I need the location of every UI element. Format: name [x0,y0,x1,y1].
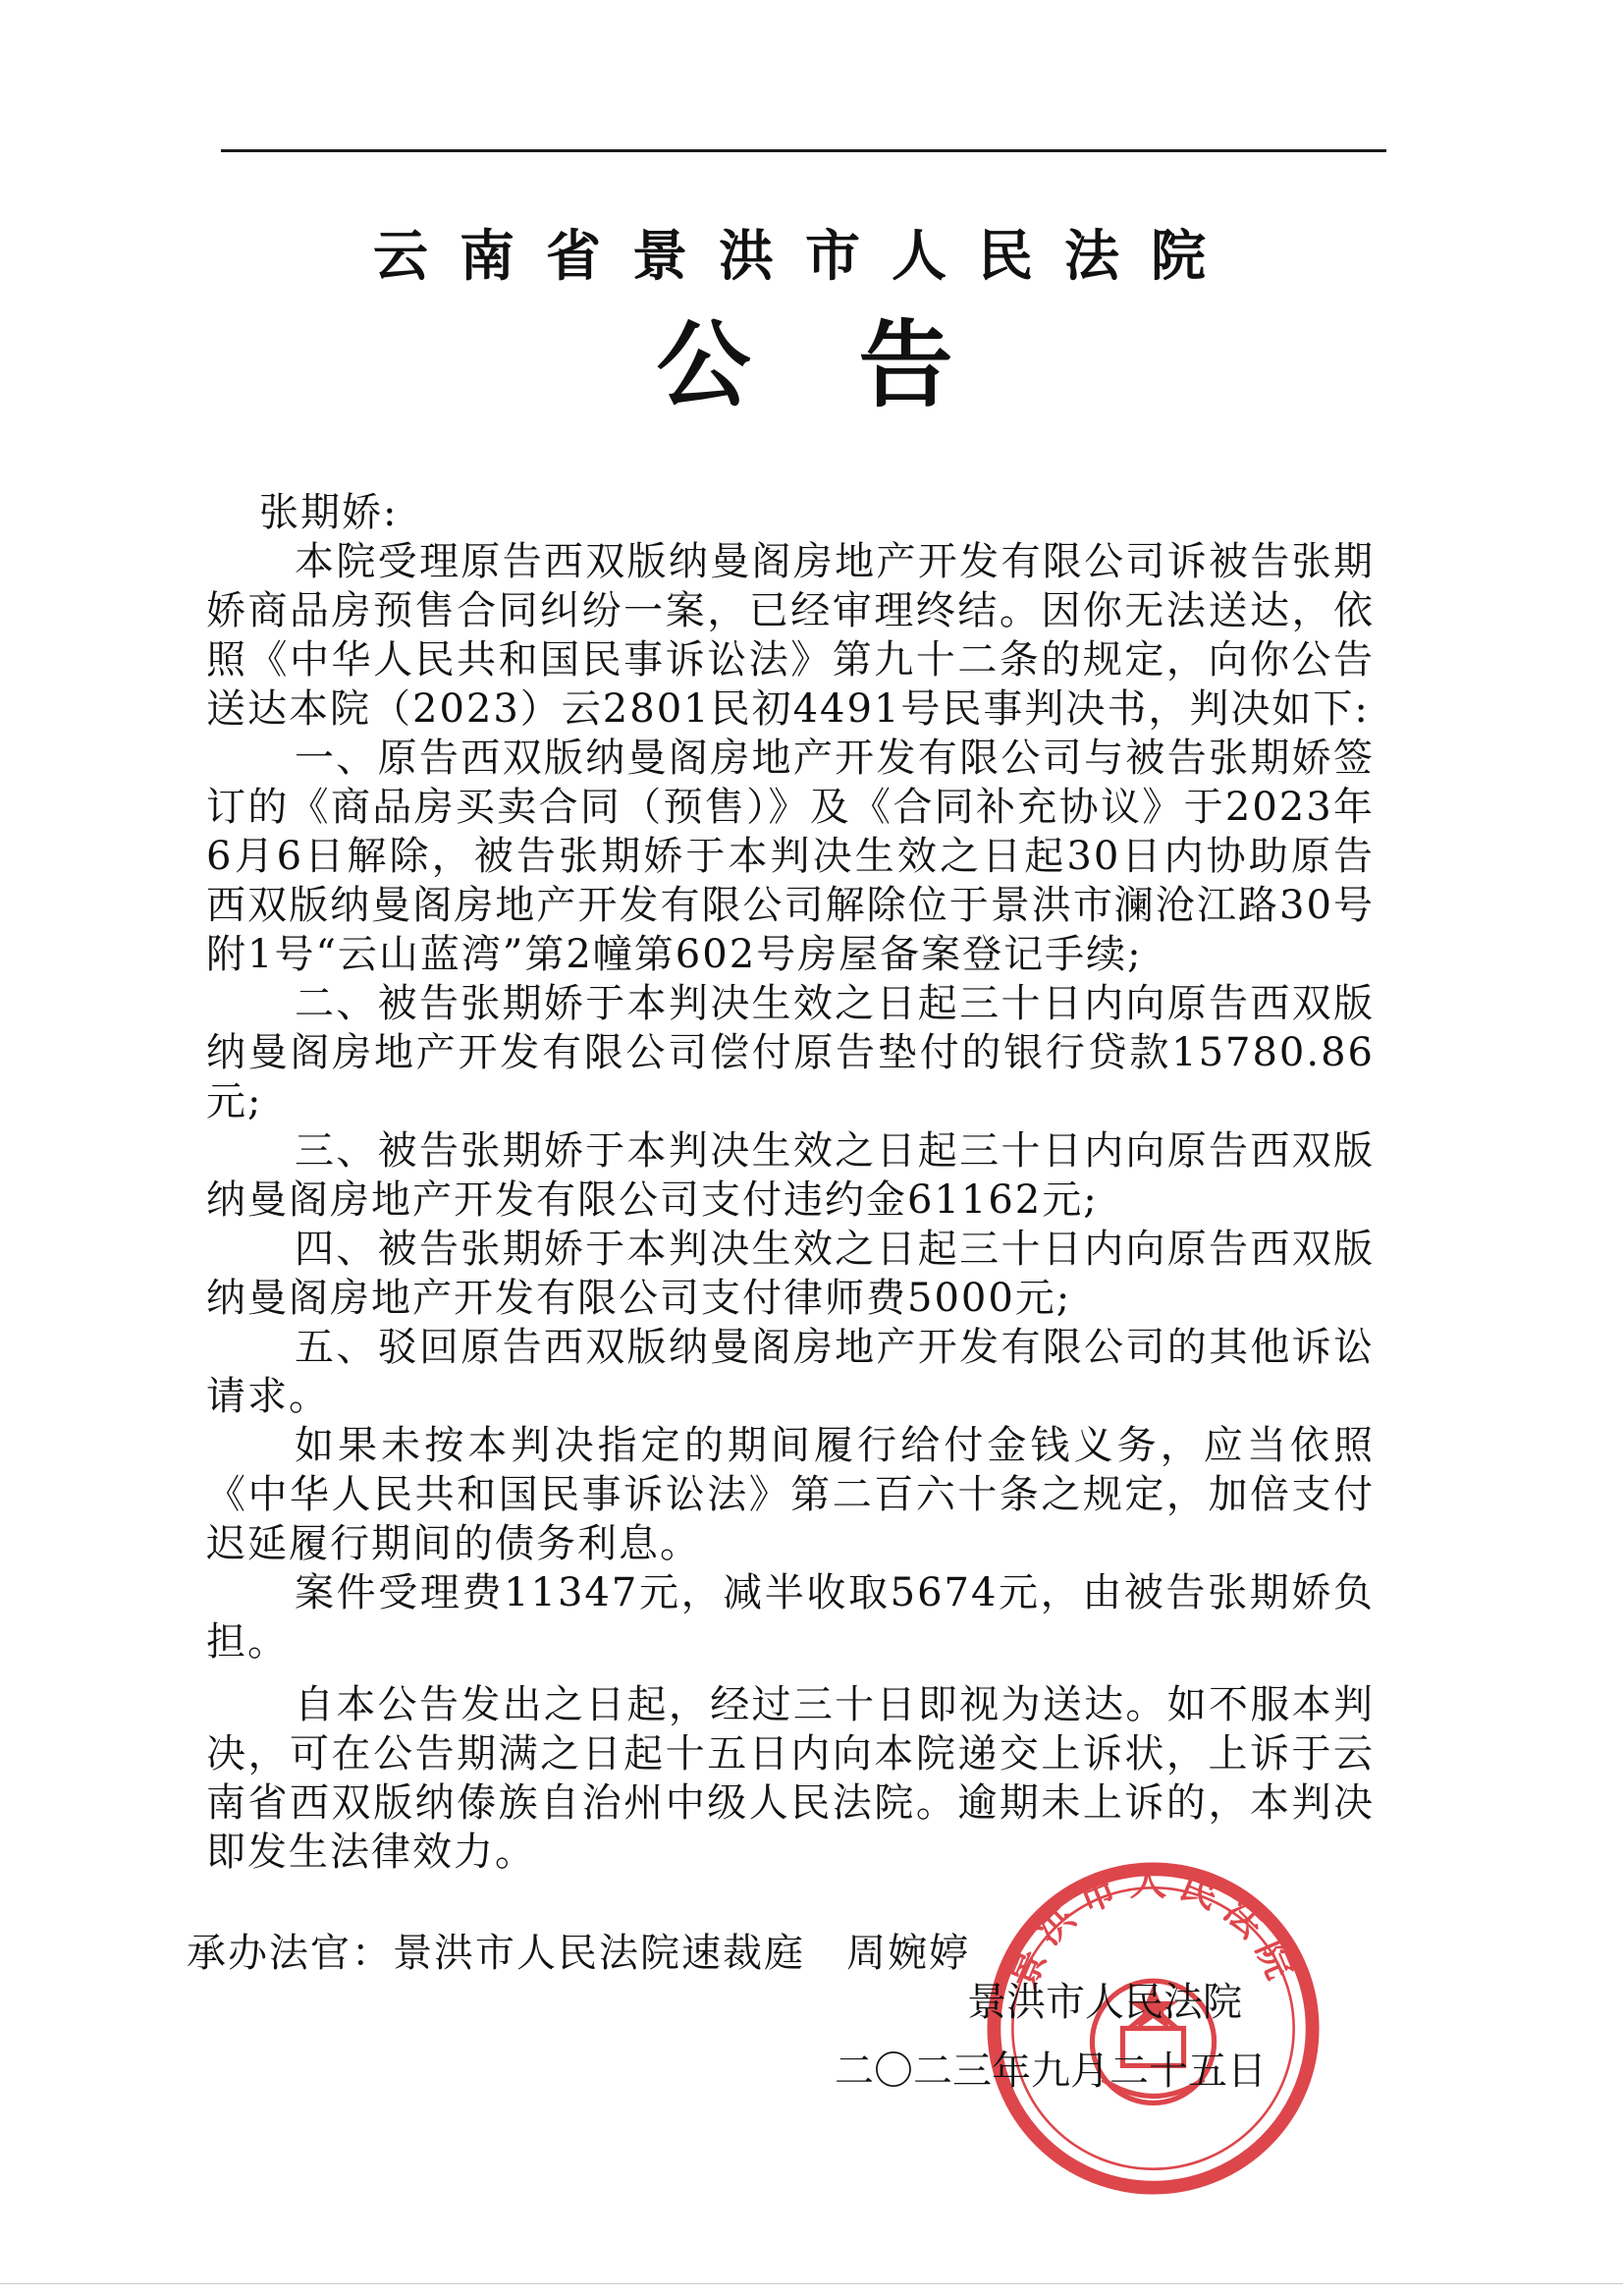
seal-arc-text: 景洪市人民法院 [1000,1860,1307,1995]
addressee: 张期娇: [259,490,399,535]
judgment-item-4: 四、被告张期娇于本判决生效之日起三十日内向原告西双版纳曼阁房地产开发有限公司支付律师费5000元; [206,1227,1375,1321]
paragraph-service: 自本公告发出之日起，经过三十日即视为送达。如不服本判决，可在公告期满之日起十五日内向本院递交上诉状，上诉于云南省西双版纳傣族自治州中级人民法院。逾期未上诉的，本判决即发生法律效力。 [206,1682,1375,1875]
judgment-item-1: 一、原告西双版纳曼阁房地产开发有限公司与被告张期娇签订的《商品房买卖合同（预售）》及《合同补充协议》于2023年6月6日解除，被告张期娇于本判决生效之日起30日内协助原告西双版纳曼阁房地产开发有限公司解除位于景洪市澜沧江路30号附1号“云山蓝湾”第2幢第602号房屋备案登记手续; [206,736,1375,977]
announcement-date: 二〇二三年九月二十五日 [835,2049,1267,2094]
judgment-item-3: 三、被告张期娇于本判决生效之日起三十日内向原告西双版纳曼阁房地产开发有限公司支付违约金61162元; [206,1128,1375,1223]
signing-court: 景洪市人民法院 [967,1980,1242,2025]
page-bottom-edge [0,2283,1623,2284]
court-name-heading: 云南省景洪市人民法院 [373,225,1237,289]
paragraph-fee: 案件受理费11347元，减半收取5674元，由被告张期娇负担。 [206,1570,1375,1665]
document-title: 公告 [656,310,1061,420]
judgment-item-2: 二、被告张期娇于本判决生效之日起三十日内向原告西双版纳曼阁房地产开发有限公司偿付原告垫付的银行贷款15780.86元; [206,981,1375,1124]
judgment-item-5: 五、驳回原告西双版纳曼阁房地产开发有限公司的其他诉讼请求。 [206,1325,1375,1419]
paragraph-intro: 本院受理原告西双版纳曼阁房地产开发有限公司诉被告张期娇商品房预售合同纠纷一案，已经审理终结。因你无法送达，依照《中华人民共和国民事诉讼法》第九十二条的规定，向你公告送达本院（2023）云2801民初4491号民事判决书，判决如下: [206,539,1375,732]
court-seal [984,1859,1323,2198]
announcement-body [206,488,1375,1877]
paragraph-interest: 如果未按本判决指定的期间履行给付金钱义务，应当依照《中华人民共和国民事诉讼法》第二百六十条之规定，加倍支付迟延履行期间的债务利息。 [206,1423,1375,1566]
judge-line: 承办法官：景洪市人民法院速裁庭 周婉婷 [187,1931,970,1976]
header-rule [221,149,1386,152]
